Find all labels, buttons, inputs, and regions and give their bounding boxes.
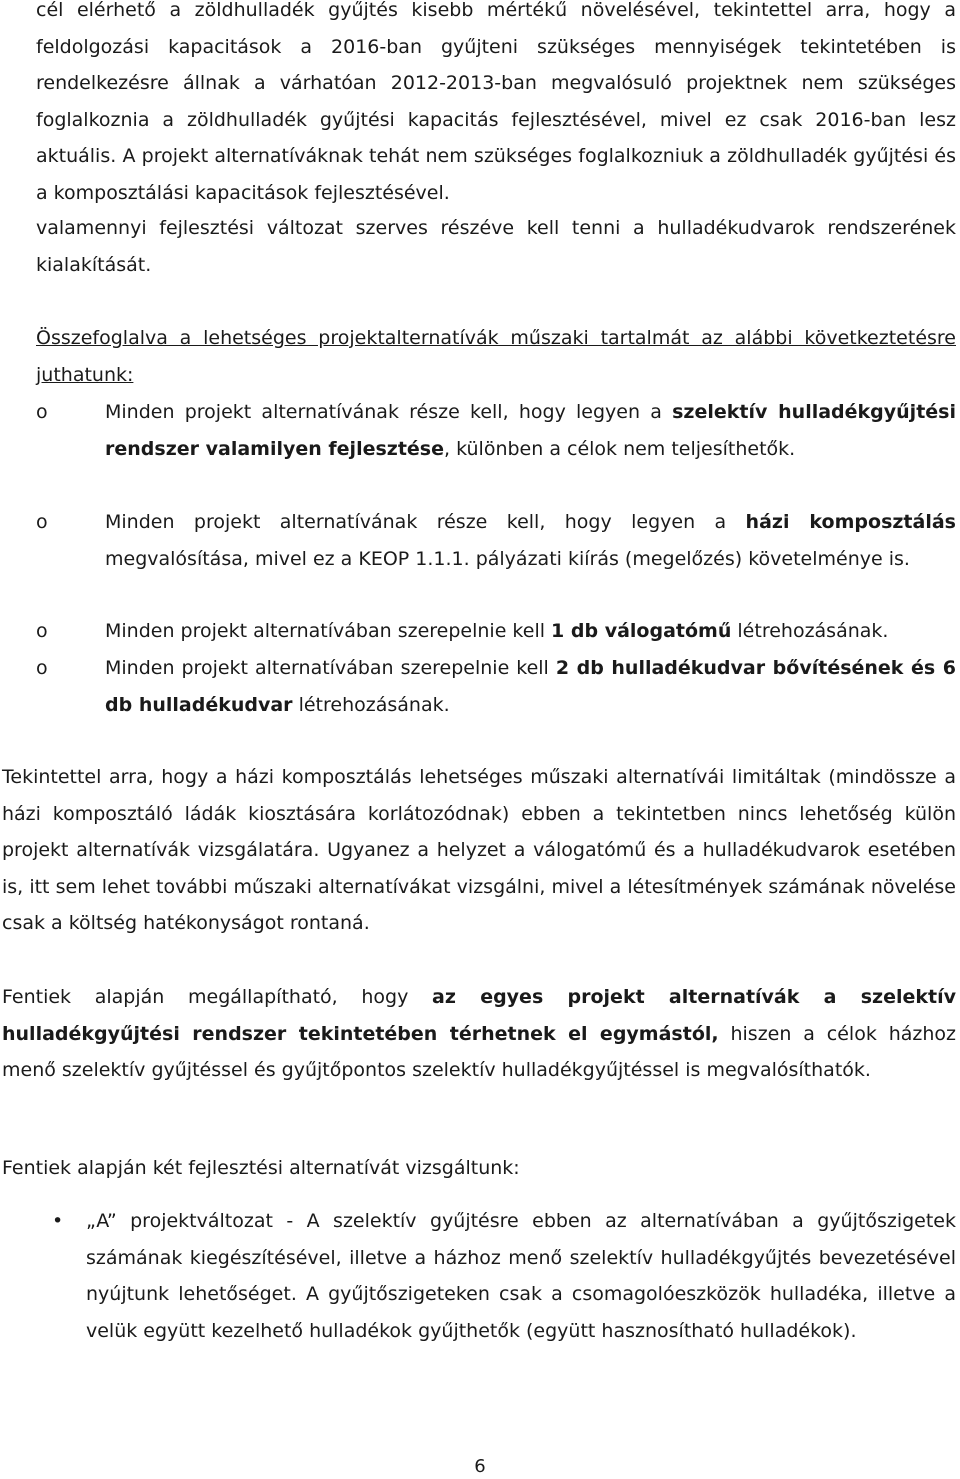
bullet-item [86,1203,956,1349]
list-marker: o [36,657,48,679]
list-item-text-end: létrehozásának. [292,693,450,716]
list-item [105,394,956,467]
summary-intro [36,320,956,393]
paragraph-1-text-cont: A projekt alternatíváknak tehát nem szükséges foglalkozniuk a zöldhulladék gyűjtési és a komposztálási kapacitások fejlesztésével. [36,145,956,204]
list-marker: o [36,620,48,642]
paragraph-5 [2,1150,956,1187]
list-item [105,504,956,577]
paragraph-4-text-end: hiszen a célok házhoz menő szelektív gyűjtéssel és gyűjtőpontos szelektív hulladékgyűjtéssel is megvalósíthatók. [2,1022,956,1082]
paragraph-3-text: Tekintettel arra, hogy a házi komposztálás lehetséges műszaki alternatívái limitáltak (mindössze a házi komposztáló ládák kiosztására korlátozódnak) ebben a tekintetben nincs lehetőség külön projekt alternatívák vizsgálatára. Ugyanez a helyzet a válogatómű és a hulladékudvarok esetében is, itt sem lehet további műszaki alternatívákat vizsgálni, mivel a létesítmények számának növelése csak a költség hatékonyságot rontaná. [2,766,956,935]
list-item-emphasis: házi komposztálás [745,511,956,533]
list-item [105,650,956,723]
list-marker: o [36,511,48,533]
bullet-item-text: „A” projektváltozat - A szelektív gyűjtésre ebben az alternatívában a gyűjtőszigetek számának kiegészítésével, illetve a házhoz menő szelektív hulladékgyűjtés bevezetésével nyújtunk lehetőséget. A gyűjtőszigeteken csak a csomagolóeszközök hulladéka, illetve a velük együtt kezelhető hulladékok gyűjthetők (együtt hasznosítható hulladékok). [86,1210,956,1342]
paragraph-5-text: Fentiek alapján két fejlesztési alternatívát vizsgáltunk: [2,1157,520,1179]
list-item-text: Minden projekt alternatívában szerepelnie kell [105,657,556,679]
list-marker: o [36,401,48,423]
list-item-text: Minden projekt alternatívának része kell, hogy legyen a [105,401,673,423]
page-number: 6 [474,1456,486,1477]
list-item-text-end: , különben a célok nem teljesíthetők. [444,437,796,460]
summary-intro-text: Összefoglalva a lehetséges projektalternatívák műszaki tartalmát az alábbi következtetésre juthatunk: [36,327,956,386]
list-item-emphasis: 2 db hulladékudvar bővítésének és 6 db hulladékudvar [105,657,957,716]
list-item-emphasis: 1 db válogatómű [551,620,732,642]
paragraph-1-text: cél elérhető a zöldhulladék gyűjtés kisebb mértékű növelésével, tekintettel arra, hogy a feldolgozási kapacitások a 2016-ban gyűjteni szükséges mennyiségek tekintetében is rendelkezésre állnak a várhatóan 2012-2013-ban megvalósuló projektnek nem szükséges foglalkoznia a zöldhulladék gyűjtési kapacitás fejlesztésével, mivel ez csak 2016-ban lesz aktuális. [36,0,956,168]
list-item-text-end: létrehozásának. [731,620,889,642]
paragraph-1 [36,0,956,212]
paragraph-4-text: Fentiek alapján megállapítható, hogy [2,986,433,1008]
paragraph-2 [36,210,956,283]
list-item-text-end: megvalósítása, mivel ez a KEOP 1.1.1. pályázati kiírás (megelőzés) követelménye is. [105,547,910,570]
list-item-text: Minden projekt alternatívában szerepelnie kell [105,620,552,642]
paragraph-2-text: valamennyi fejlesztési változat szerves részéve kell tenni a hulladékudvarok rendszerének kialakítását. [36,217,956,276]
paragraph-3 [2,759,956,942]
list-item-text: Minden projekt alternatívának része kell, hogy legyen a [105,511,746,533]
list-item [105,613,956,650]
bullet-marker: • [52,1210,64,1232]
list-item-emphasis: szelektív hulladékgyűjtési rendszer valamilyen fejlesztése [105,401,956,460]
paragraph-4 [2,979,956,1089]
paragraph-4-emphasis: az egyes projekt alternatívák a szelektív hulladékgyűjtési rendszer tekintetében térhetnek el egymástól, [2,986,956,1045]
